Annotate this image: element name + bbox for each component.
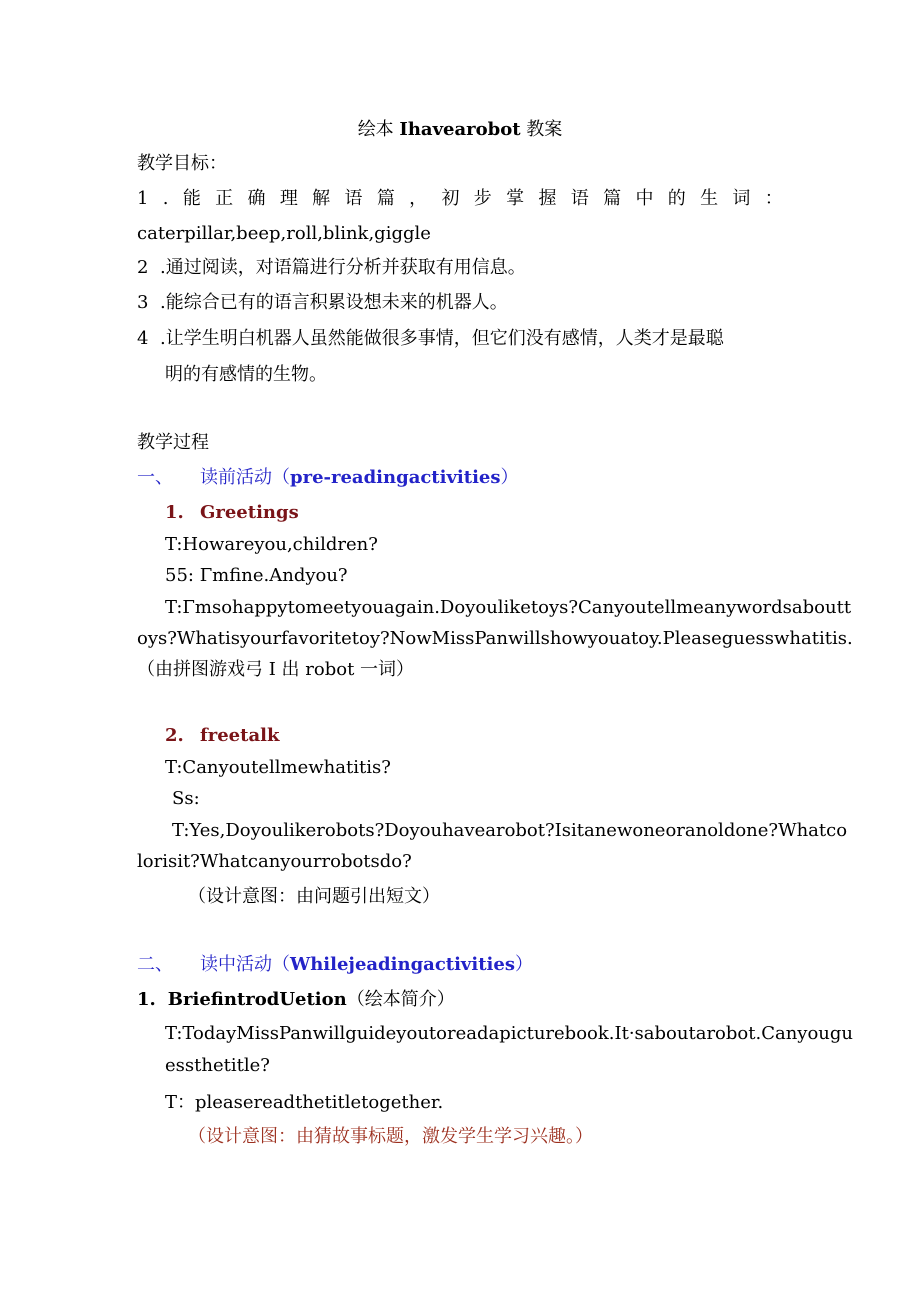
section-2-dialogue-teacher-2: T：pleasereadthetitletogether.: [165, 1092, 444, 1113]
dialogue-line-teacher-2a: T:Γmsohappytomeetyouagain.Doyouliketoys?Canyoutellmeanywordsaboutt: [165, 597, 852, 618]
title-cn-prefix: 绘本: [357, 119, 400, 140]
process-heading: 教学过程: [137, 432, 209, 453]
dialogue-line-teacher-4b: lorisit?Whatcanyourrobotsdo?: [137, 851, 412, 872]
objective-item-3-num: 3: [137, 292, 149, 313]
dialogue-line-student-1: 55: Γmfine.Andyou?: [165, 565, 348, 586]
title-cn-suffix: 教案: [520, 119, 563, 140]
objective-item-1-char: 中: [635, 188, 654, 209]
section-2-dialogue-teacher-1a: T:TodayMissPanwillguideyoutoreadapicturebook.It·saboutarobot.Canyougu: [165, 1023, 854, 1044]
document-title: [0, 117, 920, 143]
section-1-label-en: pre-readingactivities: [290, 467, 501, 488]
objective-item-1-char: 初: [441, 188, 460, 209]
section-2-dialogue-teacher-1b: essthetitle?: [165, 1055, 270, 1076]
objectives-heading: 教学目标：: [137, 153, 227, 174]
subsection-2-number: 2.: [165, 725, 184, 746]
section-2-label-en: Whilejeadingactivities: [290, 954, 515, 975]
objective-item-2-num: 2: [137, 257, 149, 278]
section-2-sub1-cn: （绘本简介）: [346, 989, 455, 1010]
subsection-1-label: Greetings: [200, 502, 299, 523]
section-2-number: 二、: [137, 954, 173, 975]
section-2-sub1-number: 1.: [137, 989, 156, 1010]
section-2-label-cn: 读中活动（: [200, 954, 290, 975]
section-1-label-cn: 读前活动（: [200, 467, 290, 488]
objective-item-1-char: 理: [279, 188, 298, 209]
objective-item-1: [137, 186, 783, 212]
section-2-note: （设计意图：由猜故事标题，激发学生学习兴趣。）: [188, 1126, 593, 1147]
subsection-2-label: freetalk: [200, 725, 280, 746]
dialogue-line-teacher-2b: oys?Whatisyourfavoritetoy?NowMissPanwillshowyouatoy.Pleaseguesswhatitis.: [137, 628, 853, 649]
note-2: （设计意图：由问题引出短文）: [188, 886, 440, 907]
objective-item-1-char: 握: [538, 188, 557, 209]
objective-item-1-char: ：: [764, 188, 783, 209]
objective-item-1-char: 能: [182, 188, 201, 209]
objective-item-1-char: ，: [409, 188, 428, 209]
objective-item-1-char: 解: [312, 188, 331, 209]
note-1: （由拼图游戏弓 I 出 robot 一词）: [137, 659, 415, 680]
objective-item-1-char: 语: [344, 188, 363, 209]
objective-item-1-char: 篇: [376, 188, 395, 209]
section-2-subsection-1: [137, 987, 455, 1013]
section-2-label-end: ）: [514, 954, 533, 975]
objective-item-1-char: 生: [700, 188, 719, 209]
section-2-heading: [200, 952, 533, 978]
objective-item-1-char: 掌: [506, 188, 525, 209]
dialogue-line-students: Ss:: [172, 788, 200, 809]
objective-item-4: .让学生明白机器人虽然能做很多事情，但它们没有感情，人类才是最聪: [160, 328, 724, 349]
objective-item-1-char: .: [162, 188, 169, 209]
objective-item-1-char: 步: [473, 188, 492, 209]
objective-item-4-continued: 明的有感情的生物。: [165, 364, 327, 385]
dialogue-line-teacher-1: T:Howareyou,children?: [165, 534, 378, 555]
section-1-number: 一、: [137, 467, 173, 488]
section-2-sub1-en: BriefintrodUetion: [167, 989, 347, 1010]
section-1-label-end: ）: [500, 467, 519, 488]
dialogue-line-teacher-3: T:Canyoutellmewhatitis?: [165, 757, 391, 778]
objective-item-1-char: 篇: [603, 188, 622, 209]
objective-item-1-char: 确: [247, 188, 266, 209]
objective-item-1-char: 1: [137, 188, 149, 209]
objective-item-2: .通过阅读，对语篇进行分析并获取有用信息。: [160, 257, 526, 278]
objective-item-1-char: 词: [732, 188, 751, 209]
objective-item-1-char: 语: [570, 188, 589, 209]
objective-item-3: .能综合已有的语言积累设想未来的机器人。: [160, 292, 508, 313]
objective-item-1-words: caterpillar,beep,roll,blink,giggle: [137, 223, 431, 244]
section-1-heading: [200, 465, 519, 491]
objective-item-1-char: 的: [667, 188, 686, 209]
dialogue-line-teacher-4a: T:Yes,Doyoulikerobots?Doyouhavearobot?Isitanewoneoranoldone?Whatco: [172, 820, 848, 841]
title-en: Ihavearobot: [399, 119, 521, 140]
objective-item-1-char: 正: [215, 188, 234, 209]
objective-item-4-num: 4: [137, 328, 149, 349]
subsection-1-number: 1.: [165, 502, 184, 523]
